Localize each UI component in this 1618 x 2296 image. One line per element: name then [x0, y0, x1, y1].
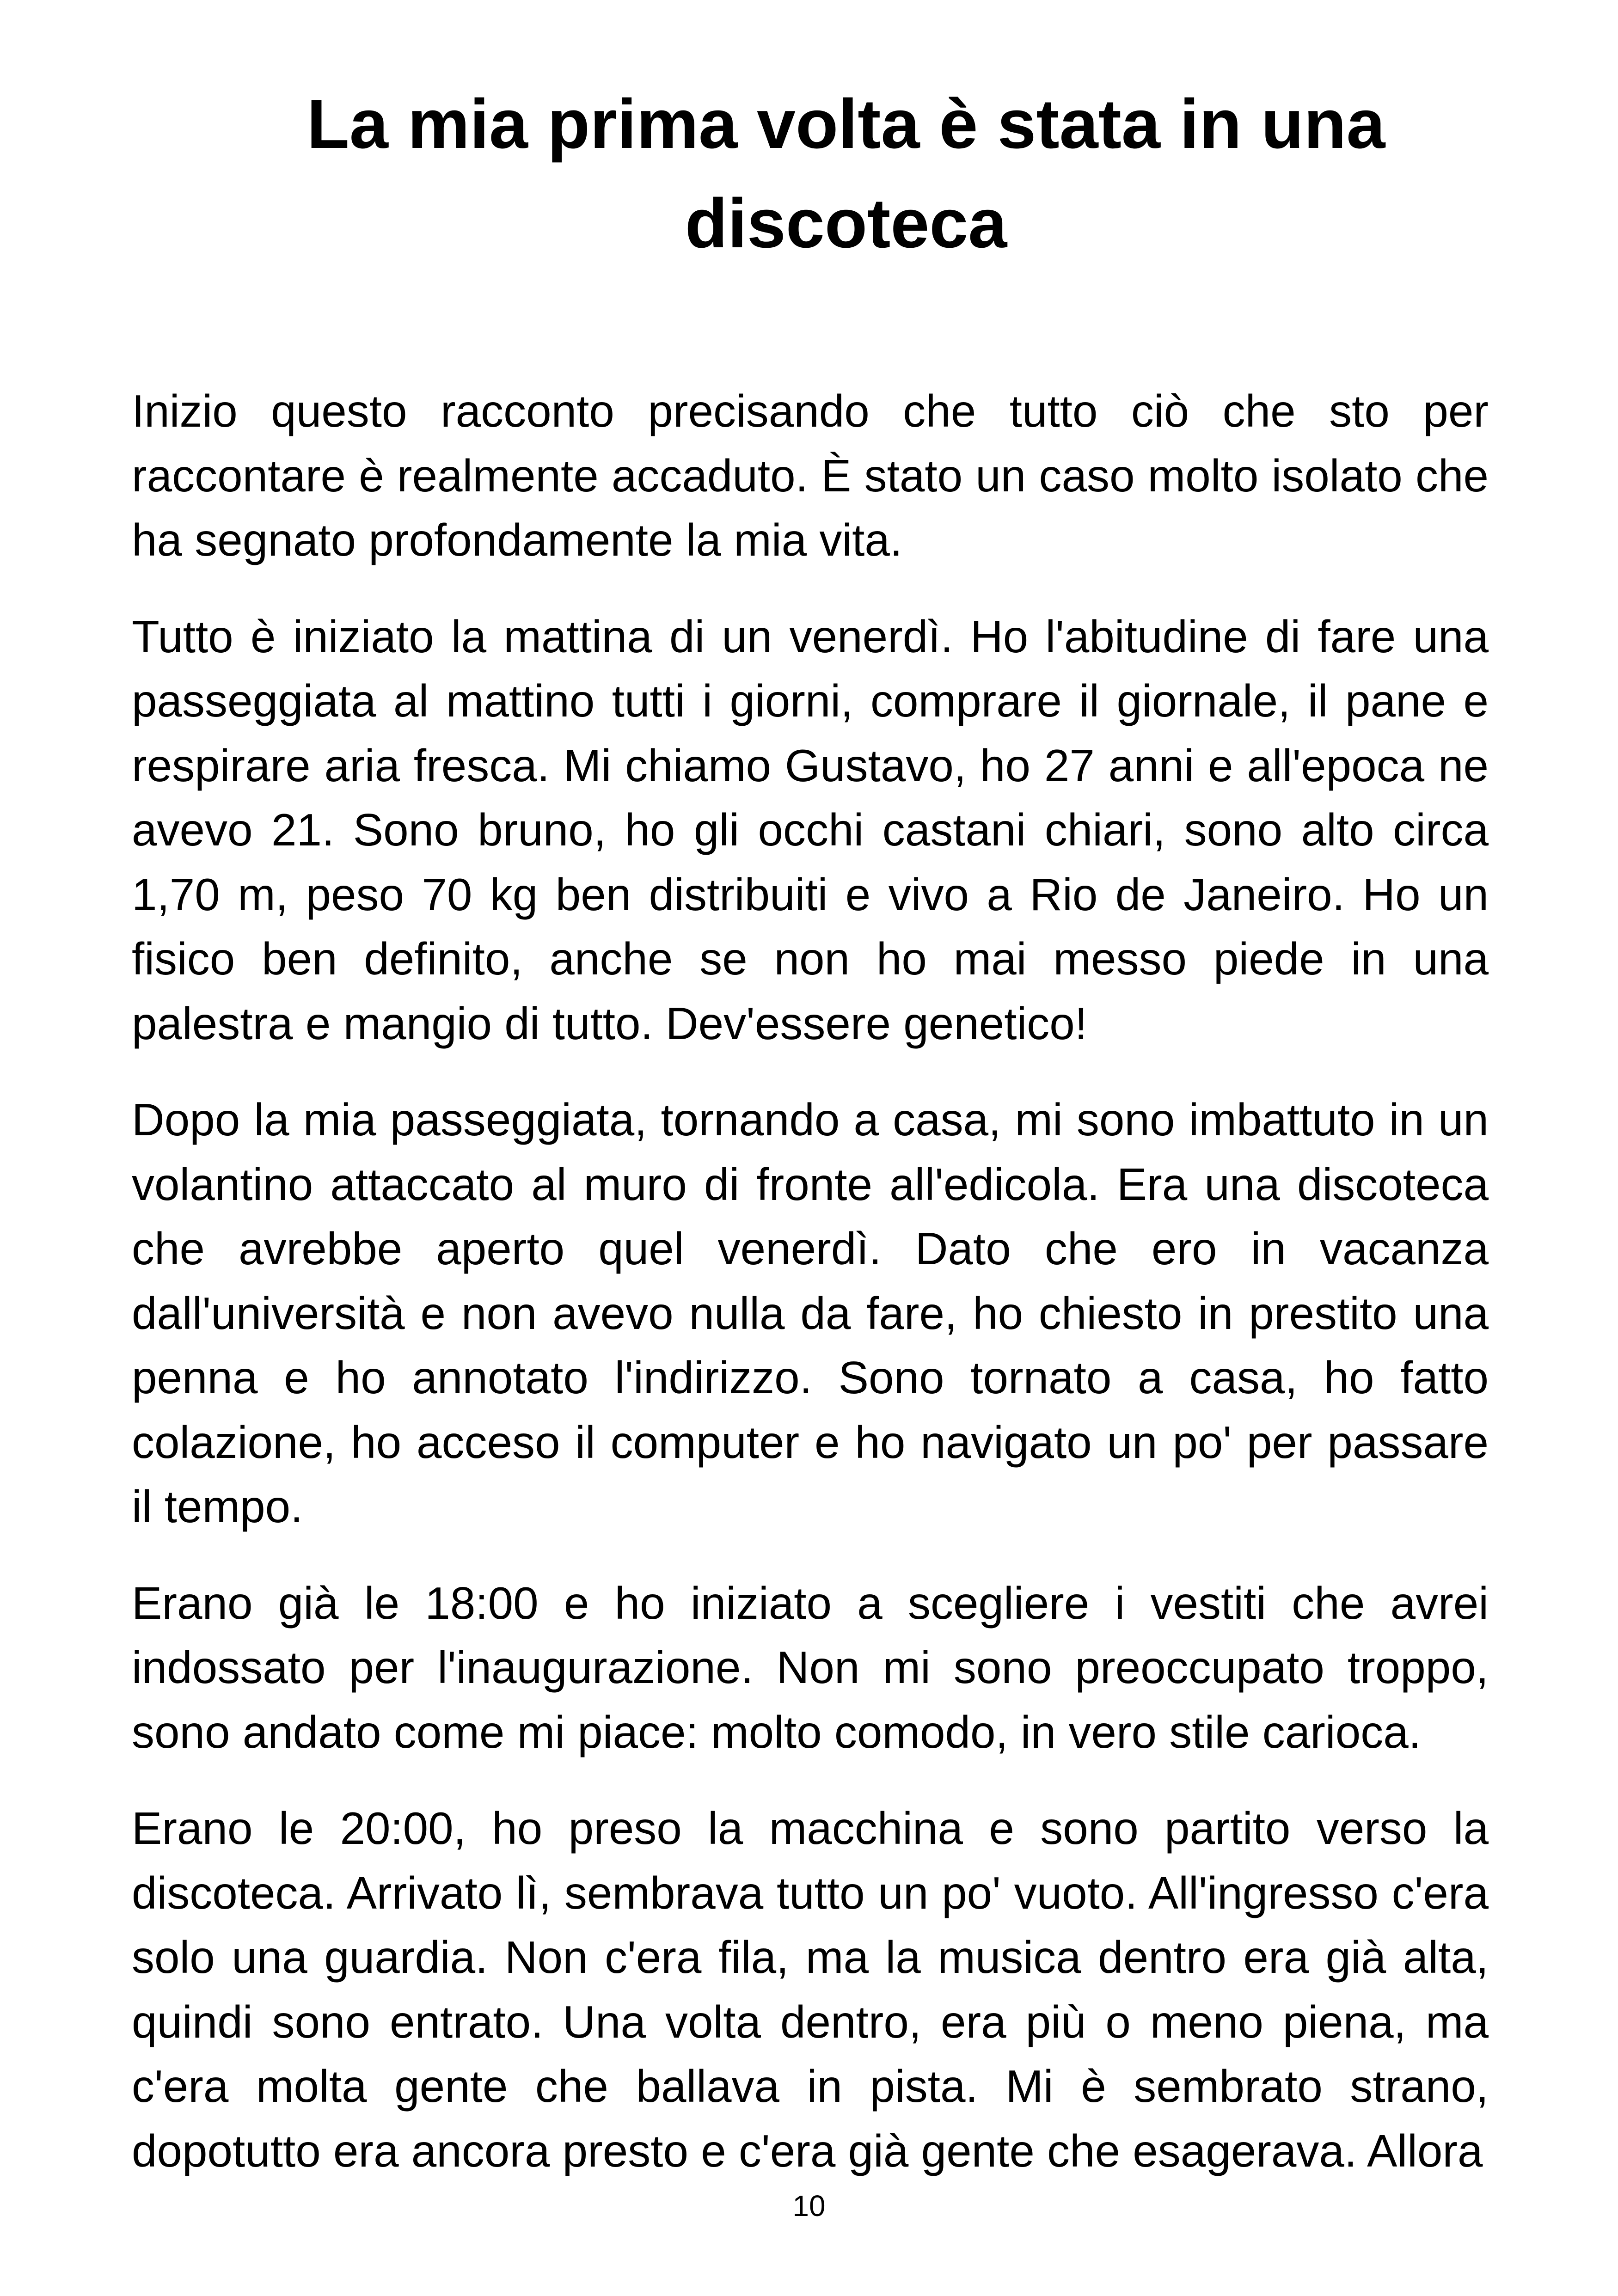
paragraph: Erano già le 18:00 e ho iniziato a scegliere i vestiti che avrei indossato per l'inaugurazione. Non mi sono preoccupato troppo, sono andato come mi piace: molto comodo, in vero stile carioca. — [132, 1577, 1489, 1757]
body-text — [132, 379, 1489, 2215]
page-number: 10 — [792, 2189, 826, 2223]
page-title: La mia prima volta è stata in una discoteca — [306, 85, 1385, 262]
paragraph: Dopo la mia passeggiata, tornando a casa, mi sono imbattuto in un volantino attaccato al muro di fronte all'edicola. Era una discoteca che avrebbe aperto quel venerdì. Dato che ero in vacanza dall'università e non avevo nulla da fare, ho chiesto in prestito una penna e ho annotato l'indirizzo. Sono tornato a casa, ho fatto colazione, ho acceso il computer e ho navigato un po' per passare il tempo. — [132, 1094, 1489, 1532]
paragraph: Erano le 20:00, ho preso la macchina e sono partito verso la discoteca. Arrivato lì, sembrava tutto un po' vuoto. All'ingresso c'era solo una guardia. Non c'era fila, ma la musica dentro era già alta, quindi sono entrato. Una volta dentro, era più o meno piena, ma c'era molta gente che ballava in pista. Mi è sembrato strano, dopotutto era ancora presto e c'era già gente che esagerava. Allora — [132, 1803, 1489, 2176]
paragraph: Inizio questo racconto precisando che tutto ciò che sto per raccontare è realmente accaduto. È stato un caso molto isolato che ha segnato profondamente la mia vita. — [132, 386, 1489, 565]
paragraph: Tutto è iniziato la mattina di un venerdì. Ho l'abitudine di fare una passeggiata al mattino tutti i giorni, comprare il giornale, il pane e respirare aria fresca. Mi chiamo Gustavo, ho 27 anni e all'epoca ne avevo 21. Sono bruno, ho gli occhi castani chiari, sono alto circa 1,70 m, peso 70 kg ben distribuiti e vivo a Rio de Janeiro. Ho un fisico ben definito, anche se non ho mai messo piede in una palestra e mangio di tutto. Dev'essere genetico! — [132, 611, 1489, 1049]
